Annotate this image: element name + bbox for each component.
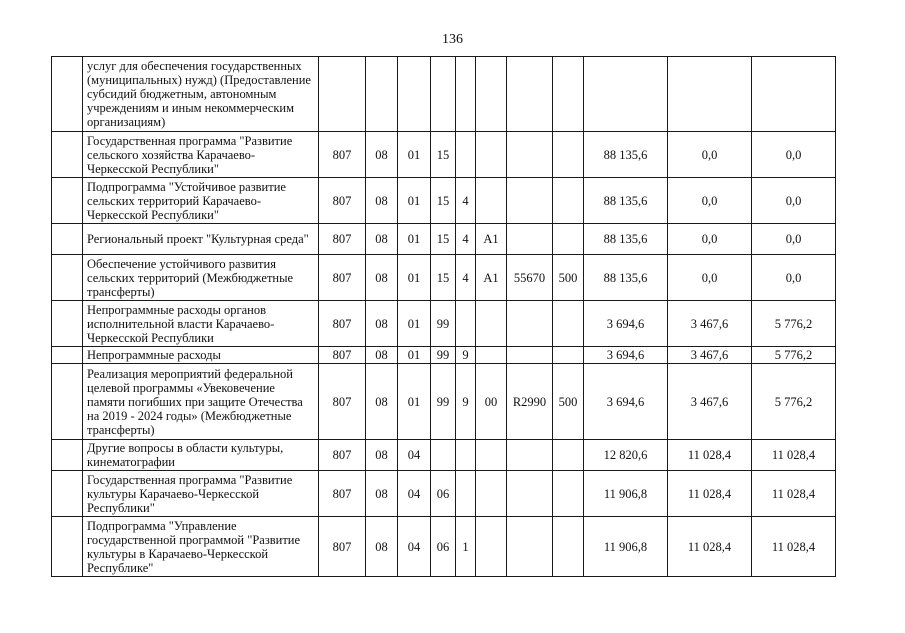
row-project-code <box>476 301 507 347</box>
row-sum-year-3: 11 028,4 <box>752 471 836 517</box>
row-program-code: 15 <box>431 255 456 301</box>
row-project-code: А1 <box>476 224 507 255</box>
row-direction-code <box>507 471 553 517</box>
row-subsection: 01 <box>398 132 431 178</box>
row-ved-code: 807 <box>319 471 366 517</box>
row-sum-year-1: 11 906,8 <box>584 517 668 577</box>
row-project-code <box>476 347 507 364</box>
row-sum-year-3: 0,0 <box>752 178 836 224</box>
row-ved-code: 807 <box>319 255 366 301</box>
row-sum-year-2: 3 467,6 <box>668 364 752 440</box>
row-sum-year-2: 11 028,4 <box>668 517 752 577</box>
row-sum-year-3: 5 776,2 <box>752 301 836 347</box>
row-section: 08 <box>366 440 398 471</box>
row-expense-type <box>553 57 584 132</box>
row-program-code: 06 <box>431 471 456 517</box>
row-section: 08 <box>366 301 398 347</box>
row-sum-year-1: 88 135,6 <box>584 255 668 301</box>
row-subsection: 01 <box>398 347 431 364</box>
row-sum-year-1: 88 135,6 <box>584 224 668 255</box>
row-expense-type <box>553 347 584 364</box>
row-number-cell <box>52 364 83 440</box>
row-expense-type <box>553 301 584 347</box>
row-subprogram-code: 4 <box>456 224 476 255</box>
row-number-cell <box>52 255 83 301</box>
row-sum-year-2: 0,0 <box>668 178 752 224</box>
row-ved-code: 807 <box>319 224 366 255</box>
row-program-code <box>431 440 456 471</box>
row-subsection: 04 <box>398 440 431 471</box>
row-subprogram-code <box>456 471 476 517</box>
row-name: Другие вопросы в области культуры, кинематографии <box>83 440 319 471</box>
row-section: 08 <box>366 224 398 255</box>
row-subprogram-code: 9 <box>456 364 476 440</box>
row-program-code: 15 <box>431 224 456 255</box>
row-sum-year-3: 0,0 <box>752 132 836 178</box>
row-sum-year-2: 3 467,6 <box>668 301 752 347</box>
row-sum-year-1: 88 135,6 <box>584 178 668 224</box>
row-section: 08 <box>366 132 398 178</box>
row-direction-code <box>507 440 553 471</box>
budget-table <box>51 56 836 577</box>
row-project-code <box>476 132 507 178</box>
row-sum-year-1 <box>584 57 668 132</box>
row-project-code <box>476 57 507 132</box>
row-sum-year-3: 11 028,4 <box>752 517 836 577</box>
row-subprogram-code <box>456 57 476 132</box>
row-name: Региональный проект "Культурная среда" <box>83 224 319 255</box>
row-subsection: 01 <box>398 224 431 255</box>
page-number: 136 <box>442 32 463 47</box>
table-row <box>52 255 836 301</box>
row-name: Государственная программа "Развитие культуры Карачаево-Черкесской Республики" <box>83 471 319 517</box>
row-name: Подпрограмма "Управление государственной программой "Развитие культуры в Карачаево-Черкесской Республике" <box>83 517 319 577</box>
row-program-code: 99 <box>431 301 456 347</box>
row-sum-year-2: 0,0 <box>668 132 752 178</box>
row-sum-year-1: 11 906,8 <box>584 471 668 517</box>
row-name: Непрограммные расходы <box>83 347 319 364</box>
row-sum-year-2: 11 028,4 <box>668 440 752 471</box>
row-direction-code: R2990 <box>507 364 553 440</box>
row-project-code: 00 <box>476 364 507 440</box>
row-subsection: 01 <box>398 178 431 224</box>
row-project-code <box>476 517 507 577</box>
row-expense-type <box>553 224 584 255</box>
row-direction-code <box>507 57 553 132</box>
row-sum-year-1: 12 820,6 <box>584 440 668 471</box>
row-subprogram-code: 9 <box>456 347 476 364</box>
row-program-code <box>431 57 456 132</box>
row-number-cell <box>52 301 83 347</box>
row-sum-year-3: 5 776,2 <box>752 364 836 440</box>
row-name: Подпрограмма "Устойчивое развитие сельских территорий Карачаево-Черкесской Республики" <box>83 178 319 224</box>
row-sum-year-3 <box>752 57 836 132</box>
row-name: услуг для обеспечения государственных (муниципальных) нужд) (Предоставление субсидий бюджетным, автономным учреждениям и иным некоммерческим организациям) <box>83 57 319 132</box>
row-subprogram-code: 1 <box>456 517 476 577</box>
row-number-cell <box>52 440 83 471</box>
row-number-cell <box>52 224 83 255</box>
row-ved-code: 807 <box>319 301 366 347</box>
row-section: 08 <box>366 364 398 440</box>
table-row <box>52 132 836 178</box>
row-expense-type <box>553 132 584 178</box>
row-expense-type <box>553 517 584 577</box>
row-sum-year-2: 3 467,6 <box>668 347 752 364</box>
row-project-code: А1 <box>476 255 507 301</box>
row-direction-code <box>507 132 553 178</box>
row-ved-code: 807 <box>319 364 366 440</box>
row-sum-year-3: 5 776,2 <box>752 347 836 364</box>
row-expense-type <box>553 178 584 224</box>
row-direction-code: 55670 <box>507 255 553 301</box>
row-direction-code <box>507 347 553 364</box>
row-ved-code: 807 <box>319 517 366 577</box>
row-sum-year-2 <box>668 57 752 132</box>
row-expense-type <box>553 471 584 517</box>
row-sum-year-2: 0,0 <box>668 255 752 301</box>
table-row <box>52 471 836 517</box>
row-sum-year-2: 0,0 <box>668 224 752 255</box>
row-ved-code: 807 <box>319 347 366 364</box>
row-number-cell <box>52 178 83 224</box>
row-subprogram-code <box>456 132 476 178</box>
row-section <box>366 57 398 132</box>
row-subsection: 01 <box>398 255 431 301</box>
table-row <box>52 301 836 347</box>
row-expense-type: 500 <box>553 364 584 440</box>
table-row <box>52 347 836 364</box>
row-sum-year-3: 0,0 <box>752 255 836 301</box>
row-direction-code <box>507 301 553 347</box>
row-section: 08 <box>366 347 398 364</box>
row-subsection <box>398 57 431 132</box>
row-program-code: 06 <box>431 517 456 577</box>
row-sum-year-1: 3 694,6 <box>584 347 668 364</box>
row-ved-code: 807 <box>319 132 366 178</box>
row-program-code: 99 <box>431 364 456 440</box>
row-section: 08 <box>366 255 398 301</box>
row-subprogram-code: 4 <box>456 255 476 301</box>
row-subprogram-code <box>456 301 476 347</box>
row-ved-code: 807 <box>319 178 366 224</box>
row-subprogram-code <box>456 440 476 471</box>
row-project-code <box>476 178 507 224</box>
row-project-code <box>476 440 507 471</box>
row-direction-code <box>507 224 553 255</box>
row-program-code: 15 <box>431 132 456 178</box>
row-expense-type <box>553 440 584 471</box>
row-sum-year-3: 0,0 <box>752 224 836 255</box>
row-sum-year-3: 11 028,4 <box>752 440 836 471</box>
table-row <box>52 178 836 224</box>
row-name: Непрограммные расходы органов исполнительной власти Карачаево-Черкесской Республики <box>83 301 319 347</box>
row-sum-year-1: 3 694,6 <box>584 364 668 440</box>
row-subsection: 01 <box>398 301 431 347</box>
row-subsection: 04 <box>398 517 431 577</box>
table-row <box>52 364 836 440</box>
row-ved-code <box>319 57 366 132</box>
row-number-cell <box>52 132 83 178</box>
table-row <box>52 57 836 132</box>
row-project-code <box>476 471 507 517</box>
row-program-code: 99 <box>431 347 456 364</box>
row-number-cell <box>52 471 83 517</box>
row-name: Реализация мероприятий федеральной целевой программы «Увековечение памяти погибших при защите Отечества на 2019 - 2024 годы» (Межбюджетные трансферты) <box>83 364 319 440</box>
table-row <box>52 224 836 255</box>
row-expense-type: 500 <box>553 255 584 301</box>
row-name: Государственная программа "Развитие сельского хозяйства Карачаево-Черкесской Республики" <box>83 132 319 178</box>
row-sum-year-2: 11 028,4 <box>668 471 752 517</box>
row-number-cell <box>52 347 83 364</box>
row-subsection: 01 <box>398 364 431 440</box>
row-sum-year-1: 3 694,6 <box>584 301 668 347</box>
row-subsection: 04 <box>398 471 431 517</box>
row-sum-year-1: 88 135,6 <box>584 132 668 178</box>
row-direction-code <box>507 517 553 577</box>
row-program-code: 15 <box>431 178 456 224</box>
row-number-cell <box>52 57 83 132</box>
row-subprogram-code: 4 <box>456 178 476 224</box>
row-number-cell <box>52 517 83 577</box>
row-ved-code: 807 <box>319 440 366 471</box>
row-section: 08 <box>366 471 398 517</box>
row-direction-code <box>507 178 553 224</box>
row-section: 08 <box>366 178 398 224</box>
row-section: 08 <box>366 517 398 577</box>
table-row <box>52 440 836 471</box>
row-name: Обеспечение устойчивого развития сельских территорий (Межбюджетные трансферты) <box>83 255 319 301</box>
table-row <box>52 517 836 577</box>
